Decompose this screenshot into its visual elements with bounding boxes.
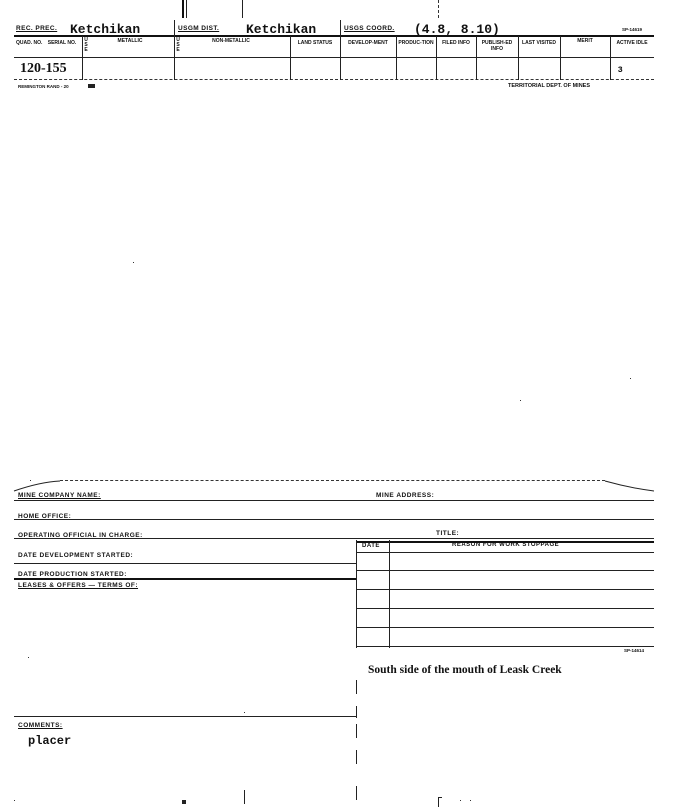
speck	[630, 378, 631, 379]
edge-mark	[438, 0, 439, 18]
rule	[14, 563, 356, 564]
speck	[133, 262, 134, 263]
divider	[340, 20, 341, 80]
col-published-info: PUBLISH-ED INFO	[481, 40, 513, 52]
edge-mark	[242, 0, 243, 18]
col-merit: MERIT	[577, 38, 593, 44]
rule	[356, 552, 654, 553]
printer-mark	[88, 84, 95, 88]
edge-mark	[182, 0, 184, 18]
location-note: South side of the mouth of Leask Creek	[368, 664, 562, 676]
col-serial-no: SERIAL NO.	[47, 40, 77, 46]
edge-mark	[186, 0, 187, 18]
rule	[14, 500, 654, 501]
speck	[520, 400, 521, 401]
rule	[14, 57, 654, 58]
form-number: SP-14619	[622, 27, 643, 32]
tick-mark	[356, 706, 357, 718]
edge-mark	[182, 800, 186, 804]
rule	[356, 627, 654, 628]
divider	[476, 36, 477, 80]
rule	[14, 35, 654, 37]
stoppage-date-header: DATE	[362, 543, 380, 549]
tick-mark	[356, 750, 357, 764]
tick-mark	[356, 680, 357, 694]
form-number-bottom: SP-14614	[624, 648, 645, 653]
rule	[356, 589, 654, 590]
mine-address-label: MINE ADDRESS:	[376, 492, 435, 499]
usgs-coord-value: (4.8, 8.10)	[414, 22, 500, 37]
speck	[470, 800, 471, 801]
comments-value: placer	[28, 734, 72, 748]
comments-label: COMMENTS:	[18, 722, 63, 729]
title-label: TITLE:	[436, 530, 460, 537]
divider	[610, 36, 611, 80]
tick-mark	[356, 786, 357, 800]
col-use-metallic: U S E	[84, 37, 88, 53]
usgm-dist-label: USGM DIST.	[178, 25, 220, 32]
speck	[244, 712, 245, 713]
tick-mark	[356, 724, 357, 738]
divider	[389, 540, 390, 648]
speck	[28, 657, 29, 658]
rule	[14, 538, 654, 539]
rec-prec-label: REC. PREC.	[16, 25, 58, 32]
active-idle-mark: ₃	[616, 60, 625, 76]
rec-prec-value: Ketchikan	[70, 22, 141, 37]
edge-mark	[244, 790, 245, 804]
usgm-dist-value: Ketchikan	[246, 22, 317, 37]
edge-mark	[438, 797, 439, 807]
col-metallic: METALLIC	[117, 38, 143, 44]
rule	[14, 519, 654, 520]
divider	[396, 36, 397, 80]
divider	[356, 540, 357, 648]
edge-mark	[438, 797, 442, 798]
printer-note: REMINGTON RAND - 20	[18, 84, 69, 89]
mine-company-label: MINE COMPANY NAME:	[18, 492, 101, 499]
divider	[290, 36, 291, 80]
col-production: PRODUC-TION	[398, 40, 434, 46]
col-last-visited: LAST VISITED	[522, 40, 556, 46]
leases-label: LEASES & OFFERS — TERMS OF:	[18, 582, 139, 589]
col-non-metallic: NON-METALLIC	[212, 38, 250, 44]
rule	[356, 608, 654, 609]
col-quad-no: QUAD. NO.	[16, 40, 43, 46]
date-production-label: DATE PRODUCTION STARTED:	[18, 571, 127, 578]
speck	[14, 800, 15, 801]
date-development-label: DATE DEVELOPMENT STARTED:	[18, 552, 134, 559]
divider	[174, 20, 175, 80]
dept-name: TERRITORIAL DEPT. OF MINES	[508, 83, 590, 89]
usgs-coord-label: USGS COORD.	[344, 25, 395, 32]
stoppage-reason-header: REASON FOR WORK STOPPAGE	[452, 542, 560, 548]
card-edge-curves	[0, 478, 678, 498]
speck	[460, 800, 461, 801]
col-use-nonmetallic: U S E	[176, 37, 180, 53]
rule	[14, 716, 356, 717]
col-active-idle: ACTIVE IDLE	[616, 40, 648, 46]
col-filed-info: FILED INFO	[442, 40, 470, 46]
divider	[82, 36, 83, 80]
col-land-status: LAND STATUS	[297, 40, 333, 46]
rule	[14, 578, 356, 580]
operating-official-label: OPERATING OFFICIAL IN CHARGE:	[18, 532, 143, 539]
rule	[356, 646, 654, 647]
rule	[14, 79, 654, 80]
rule	[356, 570, 654, 571]
divider	[560, 36, 561, 80]
home-office-label: HOME OFFICE:	[18, 513, 72, 520]
quad-serial-value: 120-155	[20, 61, 67, 76]
divider	[436, 36, 437, 80]
divider	[518, 36, 519, 80]
col-development: DEVELOP-MENT	[348, 40, 388, 46]
